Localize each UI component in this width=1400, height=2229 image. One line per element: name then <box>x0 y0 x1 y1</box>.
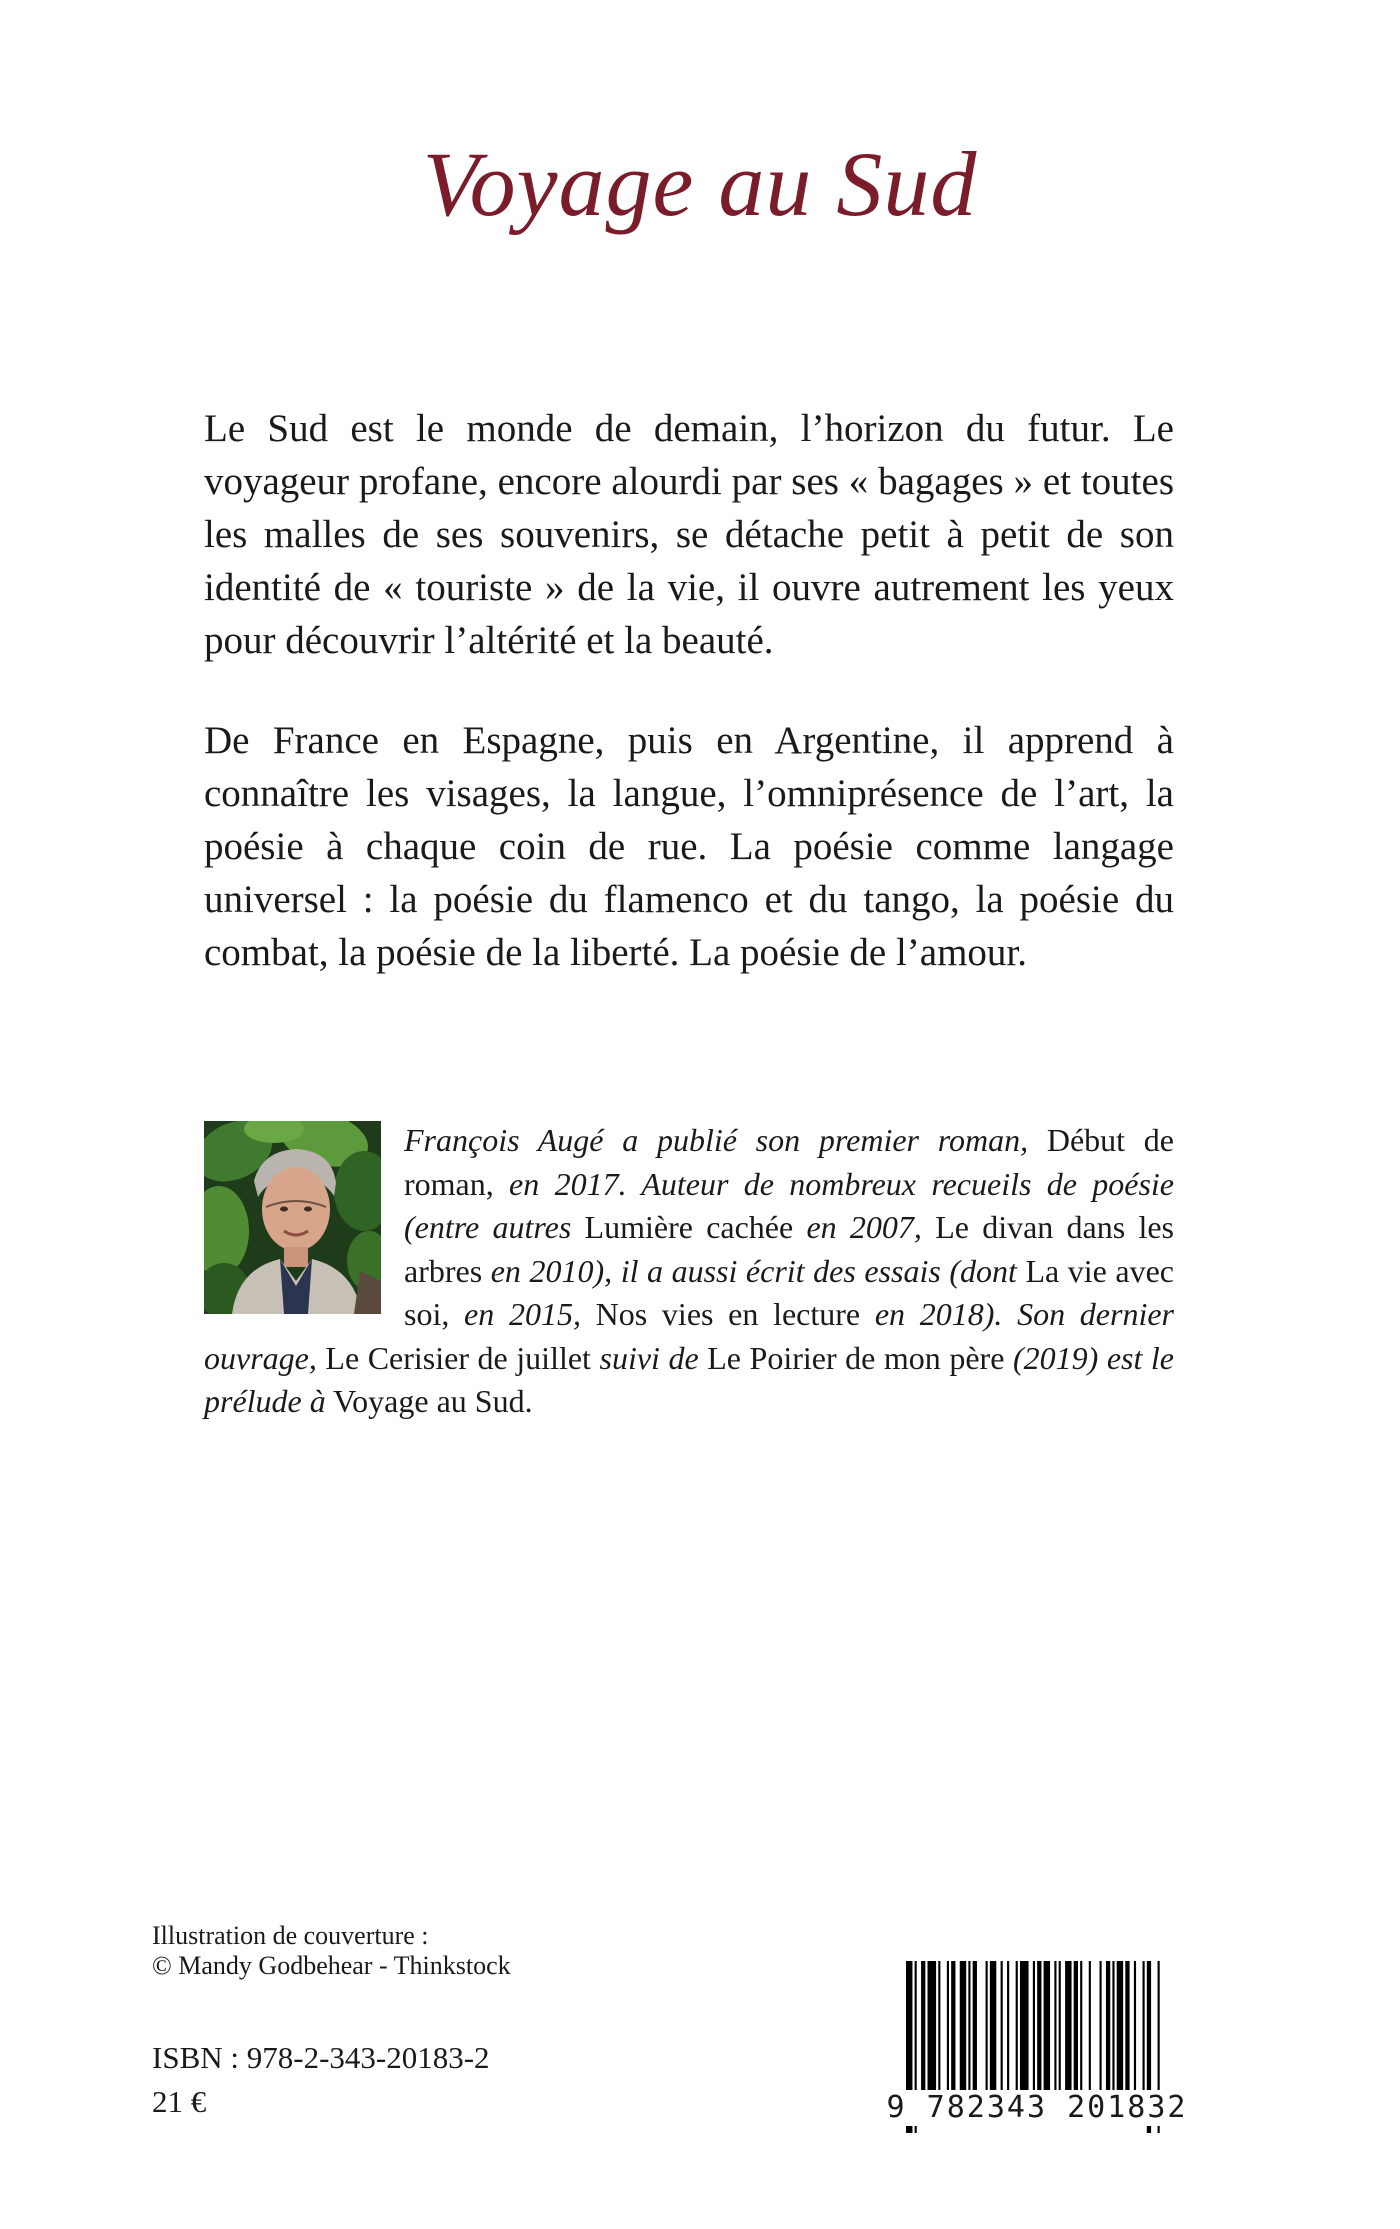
author-portrait-photo <box>204 1121 381 1314</box>
bio-seg: Voyage au Sud. <box>325 1383 533 1419</box>
bio-seg: (2019) est le prélude à <box>204 1339 1175 1419</box>
bio-seg: La vie avec soi, <box>404 1252 1175 1332</box>
credit-line-2: © Mandy Godbehear - Thinkstock <box>152 1951 511 1980</box>
bio-seg: Le divan dans les arbres <box>404 1209 1175 1289</box>
author-photo-svg <box>204 1121 381 1314</box>
bio-seg: François Augé a publié son premier roman, <box>404 1122 1029 1158</box>
bio-seg: Le Poirier de mon père <box>698 1339 1005 1376</box>
credit-line-1: Illustration de couverture : <box>152 1921 429 1950</box>
bio-seg: en 2017. Auteur de nombreux recueils de poésie (entre autres <box>404 1165 1174 1245</box>
bio-seg: en 2018). Son dernier ouvrage, <box>204 1296 1174 1376</box>
isbn-text: ISBN : 978-2-343-20183-2 <box>152 2040 490 2075</box>
blurb-paragraph-2: De France en Espagne, puis en Argentine, il apprend à connaître les visages, la langue, l’omniprésence de l’art, la poésie à chaque coin de rue. La poésie comme langage universel : la poésie du flamenco et du tango, la poésie du combat, la poésie de la liberté. La poésie de l’amour. <box>204 719 1174 974</box>
bio-seg: Le Cerisier de juillet <box>316 1339 591 1376</box>
bio-seg: en 2007, <box>793 1209 922 1245</box>
bio-seg: en 2015, <box>449 1296 581 1332</box>
blurb-paragraph-1: Le Sud est le monde de demain, l’horizon du futur. Le voyageur profane, encore alourdi par ses « bagages » et toutes les malles de ses souvenirs, se détache petit à petit de son identité de « touriste » de la vie, il ouvre autrement les yeux pour découvrir l’altérité et la beauté. <box>204 407 1174 662</box>
bio-seg: suivi de <box>590 1339 699 1376</box>
barcode-number: 9 782343 201832 <box>868 2090 1206 2126</box>
bio-seg: Début de roman, <box>404 1122 1174 1202</box>
bio-seg: en 2010), il a aussi écrit des essais (dont <box>482 1252 1017 1289</box>
book-title: Voyage au Sud <box>422 133 978 235</box>
price-text: 21 € <box>152 2084 207 2119</box>
bio-seg: Nos vies en lecture <box>580 1296 861 1332</box>
bio-seg: Lumière cachée <box>571 1209 794 1245</box>
cover-credits <box>152 1921 511 1981</box>
